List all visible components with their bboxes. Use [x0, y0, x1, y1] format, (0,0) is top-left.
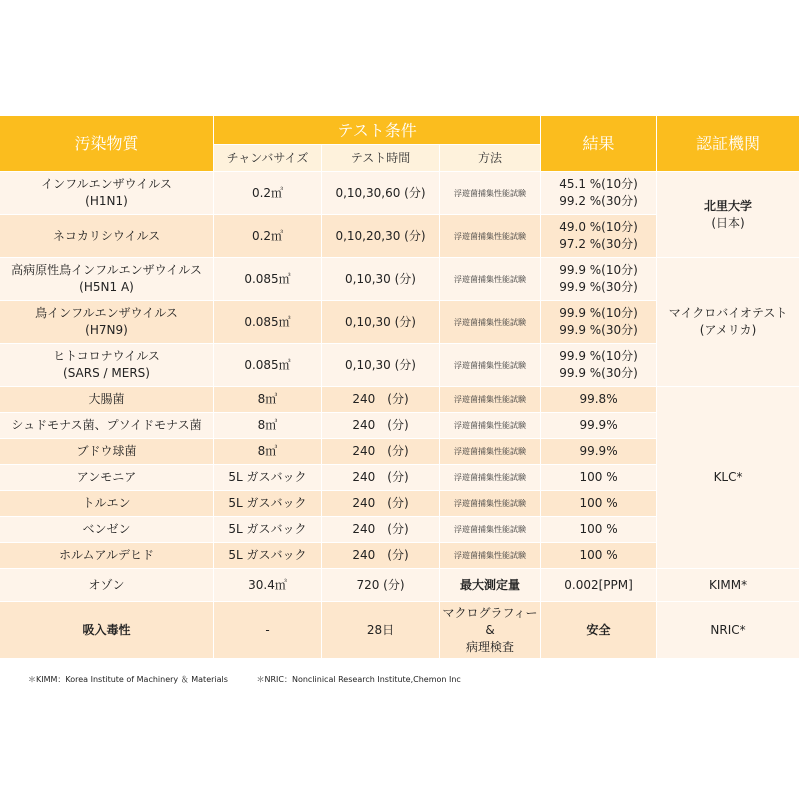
result-value-line: 0.002[PPM]	[564, 577, 633, 592]
table-row	[0, 569, 800, 602]
test-time-cell: 0,10,20,30 (分)	[322, 215, 440, 258]
pollutant-cell	[0, 569, 214, 602]
certifier-cell-nric: NRIC*	[657, 602, 800, 659]
pollutant-cell	[0, 215, 214, 258]
certifier-line: 北里大学	[704, 198, 753, 213]
pollutant-name-line: 高病原性鳥インフルエンザウイルス	[11, 263, 202, 277]
pollutant-name-line: ネコカリシウイルス	[52, 228, 161, 243]
header-pollutant: 汚染物質	[0, 116, 214, 172]
pollutant-name-line: インフルエンザウイルス	[41, 177, 172, 191]
results-table-container	[0, 116, 800, 659]
chamber-size-cell: 5L ガスバック	[214, 491, 322, 517]
result-cell	[541, 344, 657, 387]
result-value-line: 45.1 %(10分)	[559, 177, 638, 191]
results-table-body	[0, 172, 800, 659]
chamber-size-cell: 0.085㎥	[214, 301, 322, 344]
pollutant-cell	[0, 344, 214, 387]
method-cell: 浮遊菌捕集性能試験	[440, 491, 541, 517]
pollutant-name-line: (H5N1 A)	[79, 280, 134, 294]
certifier-cell-micro	[657, 258, 800, 387]
certifier-cell-kimm: KIMM*	[657, 569, 800, 602]
certifier-cell-hokuri	[657, 172, 800, 258]
method-line: 病理検査	[466, 639, 515, 654]
chamber-size-cell: 8㎥	[214, 439, 322, 465]
result-value-line: 100 %	[579, 548, 618, 562]
test-time-cell: 0,10,30 (分)	[322, 258, 440, 301]
result-value-line: 99.9 %(30分)	[559, 366, 638, 380]
result-value-line: 99.9%	[579, 444, 618, 458]
result-cell	[541, 172, 657, 215]
method-cell: 浮遊菌捕集性能試験	[440, 413, 541, 439]
test-time-cell: 240 (分)	[322, 465, 440, 491]
test-time-cell: 240 (分)	[322, 413, 440, 439]
pollutant-name-line: (SARS / MERS)	[63, 366, 150, 380]
chamber-size-cell: 5L ガスバック	[214, 517, 322, 543]
chamber-size-cell: 0.2㎥	[214, 215, 322, 258]
result-value-line: 99.9 %(30分)	[559, 280, 638, 294]
method-cell: 最大測定量	[440, 569, 541, 602]
chamber-size-cell: 8㎥	[214, 413, 322, 439]
certifier-line: (日本)	[711, 215, 745, 230]
pollutant-cell	[0, 258, 214, 301]
table-row	[0, 258, 800, 301]
result-cell	[541, 258, 657, 301]
pollutant-name-line: ブドウ球菌	[76, 444, 137, 458]
header-chamber-size: チャンバサイズ	[214, 145, 322, 172]
table-row	[0, 172, 800, 215]
test-time-cell: 240 (分)	[322, 517, 440, 543]
result-value-line: 99.9 %(30分)	[559, 323, 638, 337]
pollutant-name-line: オゾン	[88, 577, 125, 592]
result-value-line: 99.9 %(10分)	[559, 306, 638, 320]
test-time-cell: 240 (分)	[322, 439, 440, 465]
result-value-line: 97.2 %(30分)	[559, 237, 638, 251]
test-time-cell: 720 (分)	[322, 569, 440, 602]
method-line: マクログラフィー	[442, 605, 538, 620]
result-cell	[541, 439, 657, 465]
chamber-size-cell: 0.2㎥	[214, 172, 322, 215]
pollutant-cell	[0, 439, 214, 465]
chamber-size-cell: 30.4㎥	[214, 569, 322, 602]
pollutant-name-line: トルエン	[82, 496, 131, 510]
result-value-line: 99.2 %(30分)	[559, 194, 638, 208]
result-value-line: 99.9 %(10分)	[559, 263, 638, 277]
pollutant-name-line: アンモニア	[76, 470, 137, 484]
result-cell	[541, 215, 657, 258]
pollutant-name-line: ホルムアルデヒド	[58, 548, 155, 562]
pollutant-cell	[0, 543, 214, 569]
method-cell: 浮遊菌捕集性能試験	[440, 387, 541, 413]
method-cell: 浮遊菌捕集性能試験	[440, 543, 541, 569]
result-cell	[541, 543, 657, 569]
footnotes	[28, 674, 487, 685]
result-value-line: 99.9%	[579, 418, 618, 432]
test-time-cell: 240 (分)	[322, 543, 440, 569]
method-cell	[440, 602, 541, 659]
result-value-line: 100 %	[579, 496, 618, 510]
table-row	[0, 387, 800, 413]
result-cell	[541, 569, 657, 602]
header-test-time: テスト時間	[322, 145, 440, 172]
method-line: &	[485, 622, 495, 637]
pollutant-name-line: ヒトコロナウイルス	[53, 349, 160, 363]
header-test-conditions: テスト条件	[214, 116, 541, 145]
chamber-size-cell: 0.085㎥	[214, 344, 322, 387]
result-value-line: 安全	[586, 622, 611, 637]
test-time-cell: 240 (分)	[322, 387, 440, 413]
result-cell	[541, 602, 657, 659]
test-time-cell: 0,10,30,60 (分)	[322, 172, 440, 215]
chamber-size-cell: 5L ガスバック	[214, 465, 322, 491]
header-result: 結果	[541, 116, 657, 172]
pollutant-name-line: 大腸菌	[88, 392, 125, 406]
pollutant-cell	[0, 387, 214, 413]
table-row	[0, 602, 800, 659]
method-cell: 浮遊菌捕集性能試験	[440, 172, 541, 215]
pollutant-cell	[0, 413, 214, 439]
pollutant-name-line: (H1N1)	[85, 194, 128, 208]
header-certifier: 認証機関	[657, 116, 800, 172]
result-cell	[541, 465, 657, 491]
chamber-size-cell: 0.085㎥	[214, 258, 322, 301]
method-cell: 浮遊菌捕集性能試験	[440, 439, 541, 465]
pollutant-name-line: シュドモナス菌、プソイドモナス菌	[11, 418, 202, 432]
test-results-table	[0, 116, 800, 659]
test-time-cell: 240 (分)	[322, 491, 440, 517]
result-cell	[541, 387, 657, 413]
result-value-line: 99.9 %(10分)	[559, 349, 638, 363]
pollutant-cell	[0, 301, 214, 344]
method-cell: 浮遊菌捕集性能試験	[440, 344, 541, 387]
test-time-cell: 28日	[322, 602, 440, 659]
footnote-nric: ＊NRIC：Nonclinical Research Institute,Chemon Inc	[256, 675, 461, 684]
pollutant-name-line: ベンゼン	[82, 522, 131, 536]
footnote-kimm: ＊KIMM：Korea Institute of Machinery ＆ Materials	[28, 675, 228, 684]
pollutant-name-line: 吸入毒性	[82, 622, 131, 637]
result-cell	[541, 491, 657, 517]
pollutant-cell	[0, 172, 214, 215]
pollutant-name-line: 鳥インフルエンザウイルス	[35, 306, 178, 320]
pollutant-cell	[0, 517, 214, 543]
header-method: 方法	[440, 145, 541, 172]
chamber-size-cell: 8㎥	[214, 387, 322, 413]
chamber-size-cell: -	[214, 602, 322, 659]
result-cell	[541, 517, 657, 543]
pollutant-cell	[0, 602, 214, 659]
pollutant-name-line: (H7N9)	[85, 323, 128, 337]
pollutant-cell	[0, 465, 214, 491]
result-cell	[541, 301, 657, 344]
test-time-cell: 0,10,30 (分)	[322, 301, 440, 344]
certifier-line: (アメリカ)	[699, 323, 757, 337]
result-value-line: 100 %	[579, 522, 618, 536]
test-time-cell: 0,10,30 (分)	[322, 344, 440, 387]
result-value-line: 99.8%	[579, 392, 618, 406]
result-value-line: 49.0 %(10分)	[559, 220, 638, 234]
method-cell: 浮遊菌捕集性能試験	[440, 215, 541, 258]
method-cell: 浮遊菌捕集性能試験	[440, 517, 541, 543]
pollutant-cell	[0, 491, 214, 517]
method-cell: 浮遊菌捕集性能試験	[440, 258, 541, 301]
result-cell	[541, 413, 657, 439]
certifier-cell-klc: KLC*	[657, 387, 800, 569]
method-cell: 浮遊菌捕集性能試験	[440, 301, 541, 344]
chamber-size-cell: 5L ガスバック	[214, 543, 322, 569]
method-cell: 浮遊菌捕集性能試験	[440, 465, 541, 491]
certifier-line: マイクロバイオテスト	[668, 306, 788, 320]
result-value-line: 100 %	[579, 470, 618, 484]
